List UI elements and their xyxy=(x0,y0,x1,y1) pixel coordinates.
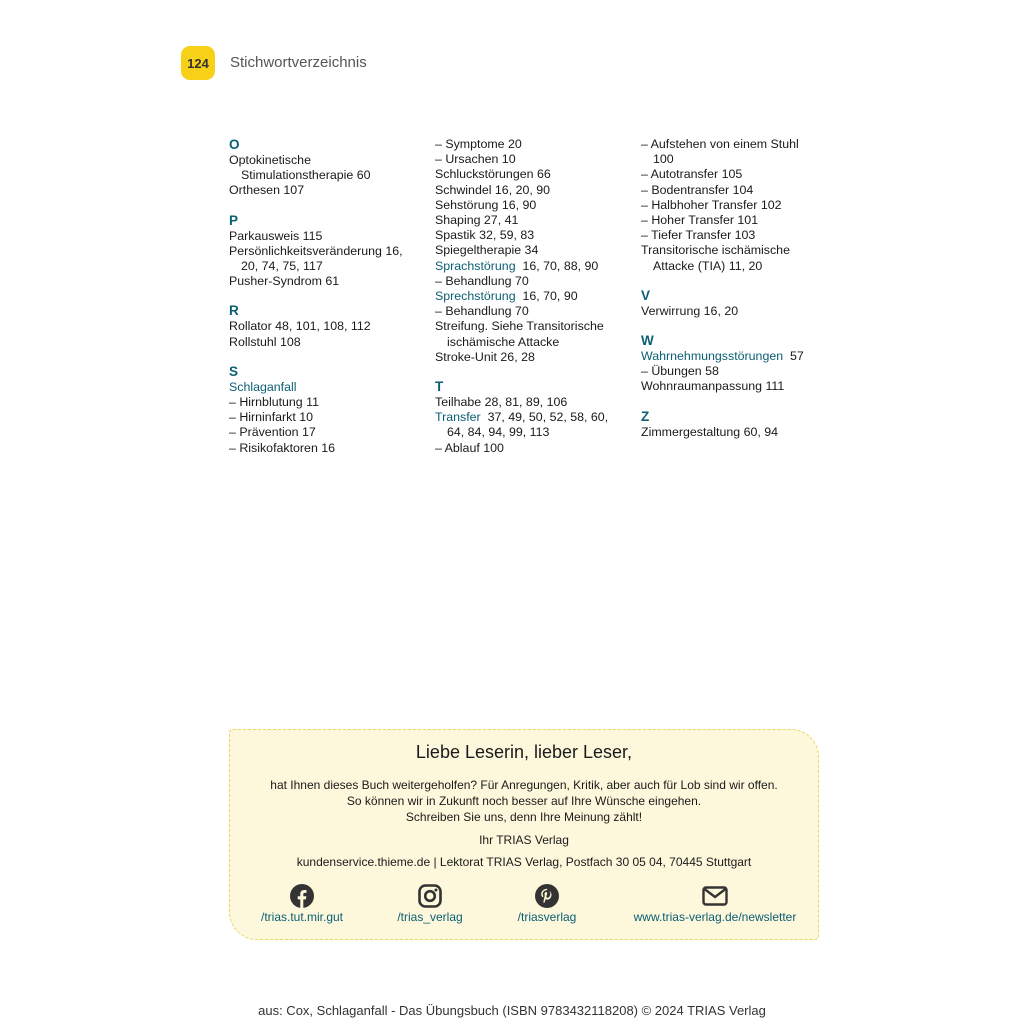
index-entry: – Hirninfarkt 10 xyxy=(229,410,314,425)
index-page-refs: 37, 49, 50, 52, 58, 60, xyxy=(480,410,609,425)
index-entry: – Halbhoher Transfer 102 xyxy=(641,197,782,212)
index-entry: – Ablauf 100 xyxy=(435,440,504,455)
index-page-refs: 16, 70, 90 xyxy=(515,289,578,304)
index-entry-continuation: 100 xyxy=(653,152,674,167)
index-entry: Optokinetische xyxy=(229,153,311,167)
feedback-signature: Ihr TRIAS Verlag xyxy=(479,833,569,847)
index-entry xyxy=(229,380,419,395)
index-letter-heading: W xyxy=(641,333,654,349)
index-entry: Rollstuhl 108 xyxy=(229,334,301,349)
index-entry: Shaping 27, 41 xyxy=(435,213,519,228)
index-entry: Wohnraumanpassung 111 xyxy=(641,379,785,394)
index-entry xyxy=(641,349,831,364)
index-entry: – Hirnblutung 11 xyxy=(229,395,320,410)
index-letter-heading: S xyxy=(229,363,239,379)
feedback-body-line: Schreiben Sie uns, denn Ihre Meinung zählt! xyxy=(405,810,643,824)
index-entry: Spastik 32, 59, 83 xyxy=(435,228,535,243)
page-number-badge xyxy=(181,46,215,80)
index-entry: Orthesen 107 xyxy=(229,183,305,198)
social-link-facebook[interactable] xyxy=(257,884,347,924)
feedback-address: kundenservice.thieme.de | Lektorat TRIAS Verlag, Postfach 30 05 04, 70445 Stuttgart xyxy=(296,855,752,869)
index-entry: – Risikofaktoren 16 xyxy=(229,440,336,455)
index-term-highlight: Schlaganfall xyxy=(229,379,297,394)
running-title: Stichwortverzeichnis xyxy=(230,54,367,71)
social-link-instagram[interactable] xyxy=(390,884,470,924)
index-entry-continuation: 64, 84, 94, 99, 113 xyxy=(447,425,550,440)
index-term-highlight: Wahrnehmungsstörungen xyxy=(641,349,784,364)
index-entry: – Autotransfer 105 xyxy=(641,167,743,182)
index-entry-continuation: ischämische Attacke xyxy=(447,334,560,349)
index-letter-heading: V xyxy=(641,287,651,303)
index-letter-heading: R xyxy=(229,303,239,319)
index-entry: – Ursachen 10 xyxy=(435,152,516,167)
index-entry: Persönlichkeitsveränderung 16, xyxy=(229,243,403,258)
index-entry: – Hoher Transfer 101 xyxy=(641,213,759,228)
index-entry xyxy=(435,410,630,425)
index-entry: Transitorische ischämische xyxy=(641,243,790,258)
feedback-heading: Liebe Leserin, lieber Leser, xyxy=(415,742,633,762)
mail-icon xyxy=(702,884,728,908)
feedback-body xyxy=(230,777,818,825)
index-entry: – Behandlung 70 xyxy=(435,273,529,288)
index-entry: Streifung. Siehe Transitorische xyxy=(435,319,604,334)
reader-feedback-box xyxy=(229,729,819,940)
facebook-link-label: /trias.tut.mir.gut xyxy=(260,910,344,924)
index-column-1 xyxy=(229,137,419,456)
index-entry: – Bodentransfer 104 xyxy=(641,182,754,197)
index-entry: Rollator 48, 101, 108, 112 xyxy=(229,319,371,334)
index-entry: Schwindel 16, 20, 90 xyxy=(435,182,551,197)
index-letter-heading: P xyxy=(229,212,239,228)
index-entry: Parkausweis 115 xyxy=(229,228,323,243)
index-letter-heading: T xyxy=(435,379,444,395)
index-entry: Teilhabe 28, 81, 89, 106 xyxy=(435,395,568,410)
index-entry: Schluckstörungen 66 xyxy=(435,167,551,182)
facebook-icon xyxy=(290,884,314,908)
index-column-2 xyxy=(435,137,630,456)
index-entry: – Symptome 20 xyxy=(435,137,522,151)
index-entry: Zimmergestaltung 60, 94 xyxy=(641,424,779,439)
source-footer: aus: Cox, Schlaganfall - Das Übungsbuch (ISBN 9783432118208) © 2024 TRIAS Verlag xyxy=(258,1003,766,1018)
index-term-highlight: Transfer xyxy=(435,410,481,425)
index-entry: Pusher-Syndrom 61 xyxy=(229,274,340,289)
index-entry-continuation: Stimulationstherapie 60 xyxy=(241,168,371,183)
index-entry xyxy=(435,259,630,274)
instagram-link-label: /trias_verlag xyxy=(397,910,463,924)
instagram-icon xyxy=(418,884,442,908)
pinterest-icon xyxy=(535,884,559,908)
newsletter-link-label: www.trias-verlag.de/newsletter xyxy=(633,910,797,924)
feedback-body-line: hat Ihnen dieses Buch weitergeholfen? Für Anregungen, Kritik, aber auch für Lob sind wir offen. xyxy=(270,778,778,792)
index-entry: – Behandlung 70 xyxy=(435,304,529,319)
index-entry: – Prävention 17 xyxy=(229,425,316,440)
index-entry xyxy=(435,289,630,304)
page-number: 124 xyxy=(187,55,209,71)
index-entry: – Tiefer Transfer 103 xyxy=(641,228,756,243)
index-entry: Verwirrung 16, 20 xyxy=(641,303,739,318)
index-entry: Spiegeltherapie 34 xyxy=(435,243,539,258)
index-entry: – Übungen 58 xyxy=(641,364,719,379)
index-term-highlight: Sprechstörung xyxy=(435,289,516,304)
pinterest-link-label: /triasverlag xyxy=(517,910,577,924)
index-page-refs: 57 xyxy=(783,349,804,364)
index-entry: Stroke-Unit 26, 28 xyxy=(435,349,535,364)
index-entry: – Aufstehen von einem Stuhl xyxy=(641,137,799,151)
index-term-highlight: Sprachstörung xyxy=(435,258,516,273)
index-page-refs: 16, 70, 88, 90 xyxy=(515,258,599,273)
feedback-body-line: So können wir in Zukunft noch besser auf Ihre Wünsche eingehen. xyxy=(346,794,702,808)
index-letter-heading: Z xyxy=(641,408,650,424)
index-column-3 xyxy=(641,137,831,440)
social-link-newsletter[interactable] xyxy=(625,884,805,924)
index-entry-continuation: Attacke (TIA) 11, 20 xyxy=(653,258,763,273)
social-link-pinterest[interactable] xyxy=(512,884,582,924)
index-letter-heading: O xyxy=(229,137,240,152)
index-entry: Sehstörung 16, 90 xyxy=(435,197,537,212)
index-entry-continuation: 20, 74, 75, 117 xyxy=(241,259,323,274)
